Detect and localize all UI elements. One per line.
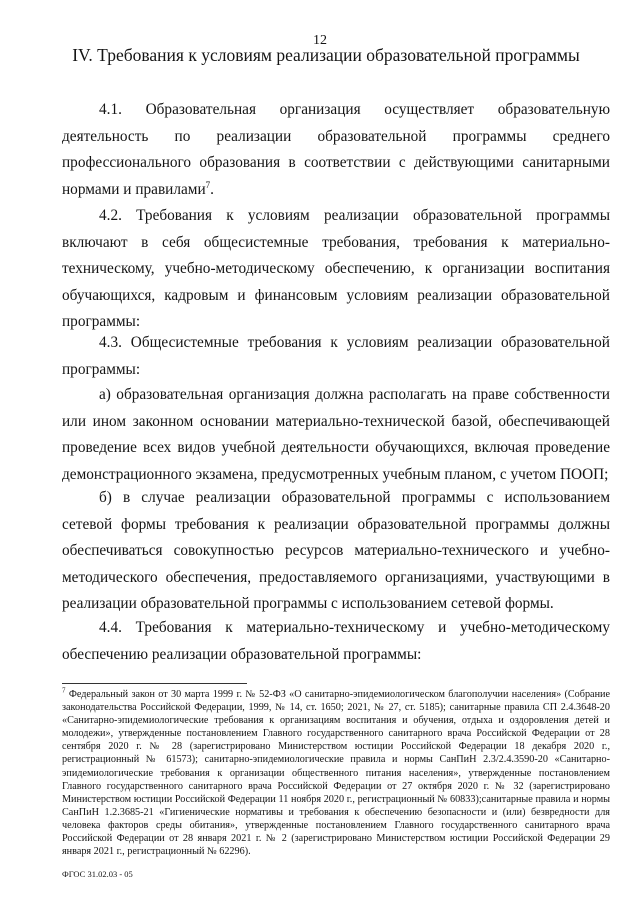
footnote-reference: 7 xyxy=(205,179,211,190)
section-heading: IV. Требования к условиям реализации образовательной программы xyxy=(72,45,580,65)
paragraph-4-1 xyxy=(62,97,610,203)
paragraph-end: . xyxy=(210,180,214,198)
footnote-divider xyxy=(62,683,247,684)
paragraph-text: 4.1. Образовательная организация осуществляет образовательную деятельность по реализации образовательной программы среднего профессионального образования в соответствии с действующими санитарными нормами и правилами xyxy=(62,101,610,198)
document-code: ФГОС 31.02.03 - 05 xyxy=(62,869,133,879)
footnote xyxy=(62,688,610,858)
footnote-text: Федеральный закон от 30 марта 1999 г. № 52-ФЗ «О санитарно-эпидемиологическом благополучии населения» (Собрание законодательства Российской Федерации, 1999, № 14, ст. 1650; 2021, № 27, ст. 5185); санитарные правила СП 2.4.3648-20 «Санитарно-эпидемиологические требования к организациям воспитания и обучения, отдыха и оздоровления детей и молодежи», утвержденные постановлением Главного государственного санитарного врача Российской Федерации от 28 сентября 2020 г. № 28 (зарегистрировано Министерством юстиции Российской Федерации 18 декабря 2020 г., регистрационный № 61573); санитарно-эпидемиологические правила и нормы СанПиН 2.3/2.4.3590-20 «Санитарно-эпидемиологические требования к организации общественного питания населения», утвержденные постановлением Главного государственного санитарного врача Российской Федерации от 27 октября 2020 г. № 32 (зарегистрировано Министерством юстиции Российской Федерации 11 ноября 2020 г., регистрационный № 60833);санитарные правила и нормы СанПиН 1.2.3685-21 «Гигиенические нормативы и требования к обеспечению безопасности и (или) безвредности для человека факторов среды обитания», утвержденные постановлением Главного государственного санитарного врача Российской Федерации от 28 января 2021 г. № 2 (зарегистрировано Министерством юстиции Российской Федерации 29 января 2021 г., регистрационный № 62296). xyxy=(62,689,610,858)
page-number: 12 xyxy=(313,33,327,48)
paragraph-item-b: б) в случае реализации образовательной программы с использованием сетевой формы требования к реализации образовательной программы должны обеспечиваться совокупностью ресурсов материально-технического и учебно-методического обеспечения, предоставляемого организациями, участвующими в реализации образовательной программы с использованием сетевой формы. xyxy=(62,489,610,612)
paragraph-4-2: 4.2. Требования к условиям реализации образовательной программы включают в себя общесистемные требования, требования к материально-техническому, учебно-методическому обеспечению, к организации воспитания обучающихся, кадровым и финансовым условиям реализации образовательной программы: xyxy=(62,207,610,330)
footnote-marker: 7 xyxy=(62,686,66,695)
paragraph-4-3: 4.3. Общесистемные требования к условиям реализации образовательной программы: xyxy=(62,334,610,378)
paragraph-4-4: 4.4. Требования к материально-техническому и учебно-методическому обеспечению реализации образовательной программы: xyxy=(62,619,610,663)
paragraph-item-a: а) образовательная организация должна располагать на праве собственности или ином законном основании материально-технической базой, обеспечивающей проведение всех видов учебной деятельности обучающихся, включая проведение демонстрационного экзамена, предусмотренных учебным планом, с учетом ПООП; xyxy=(62,386,610,483)
